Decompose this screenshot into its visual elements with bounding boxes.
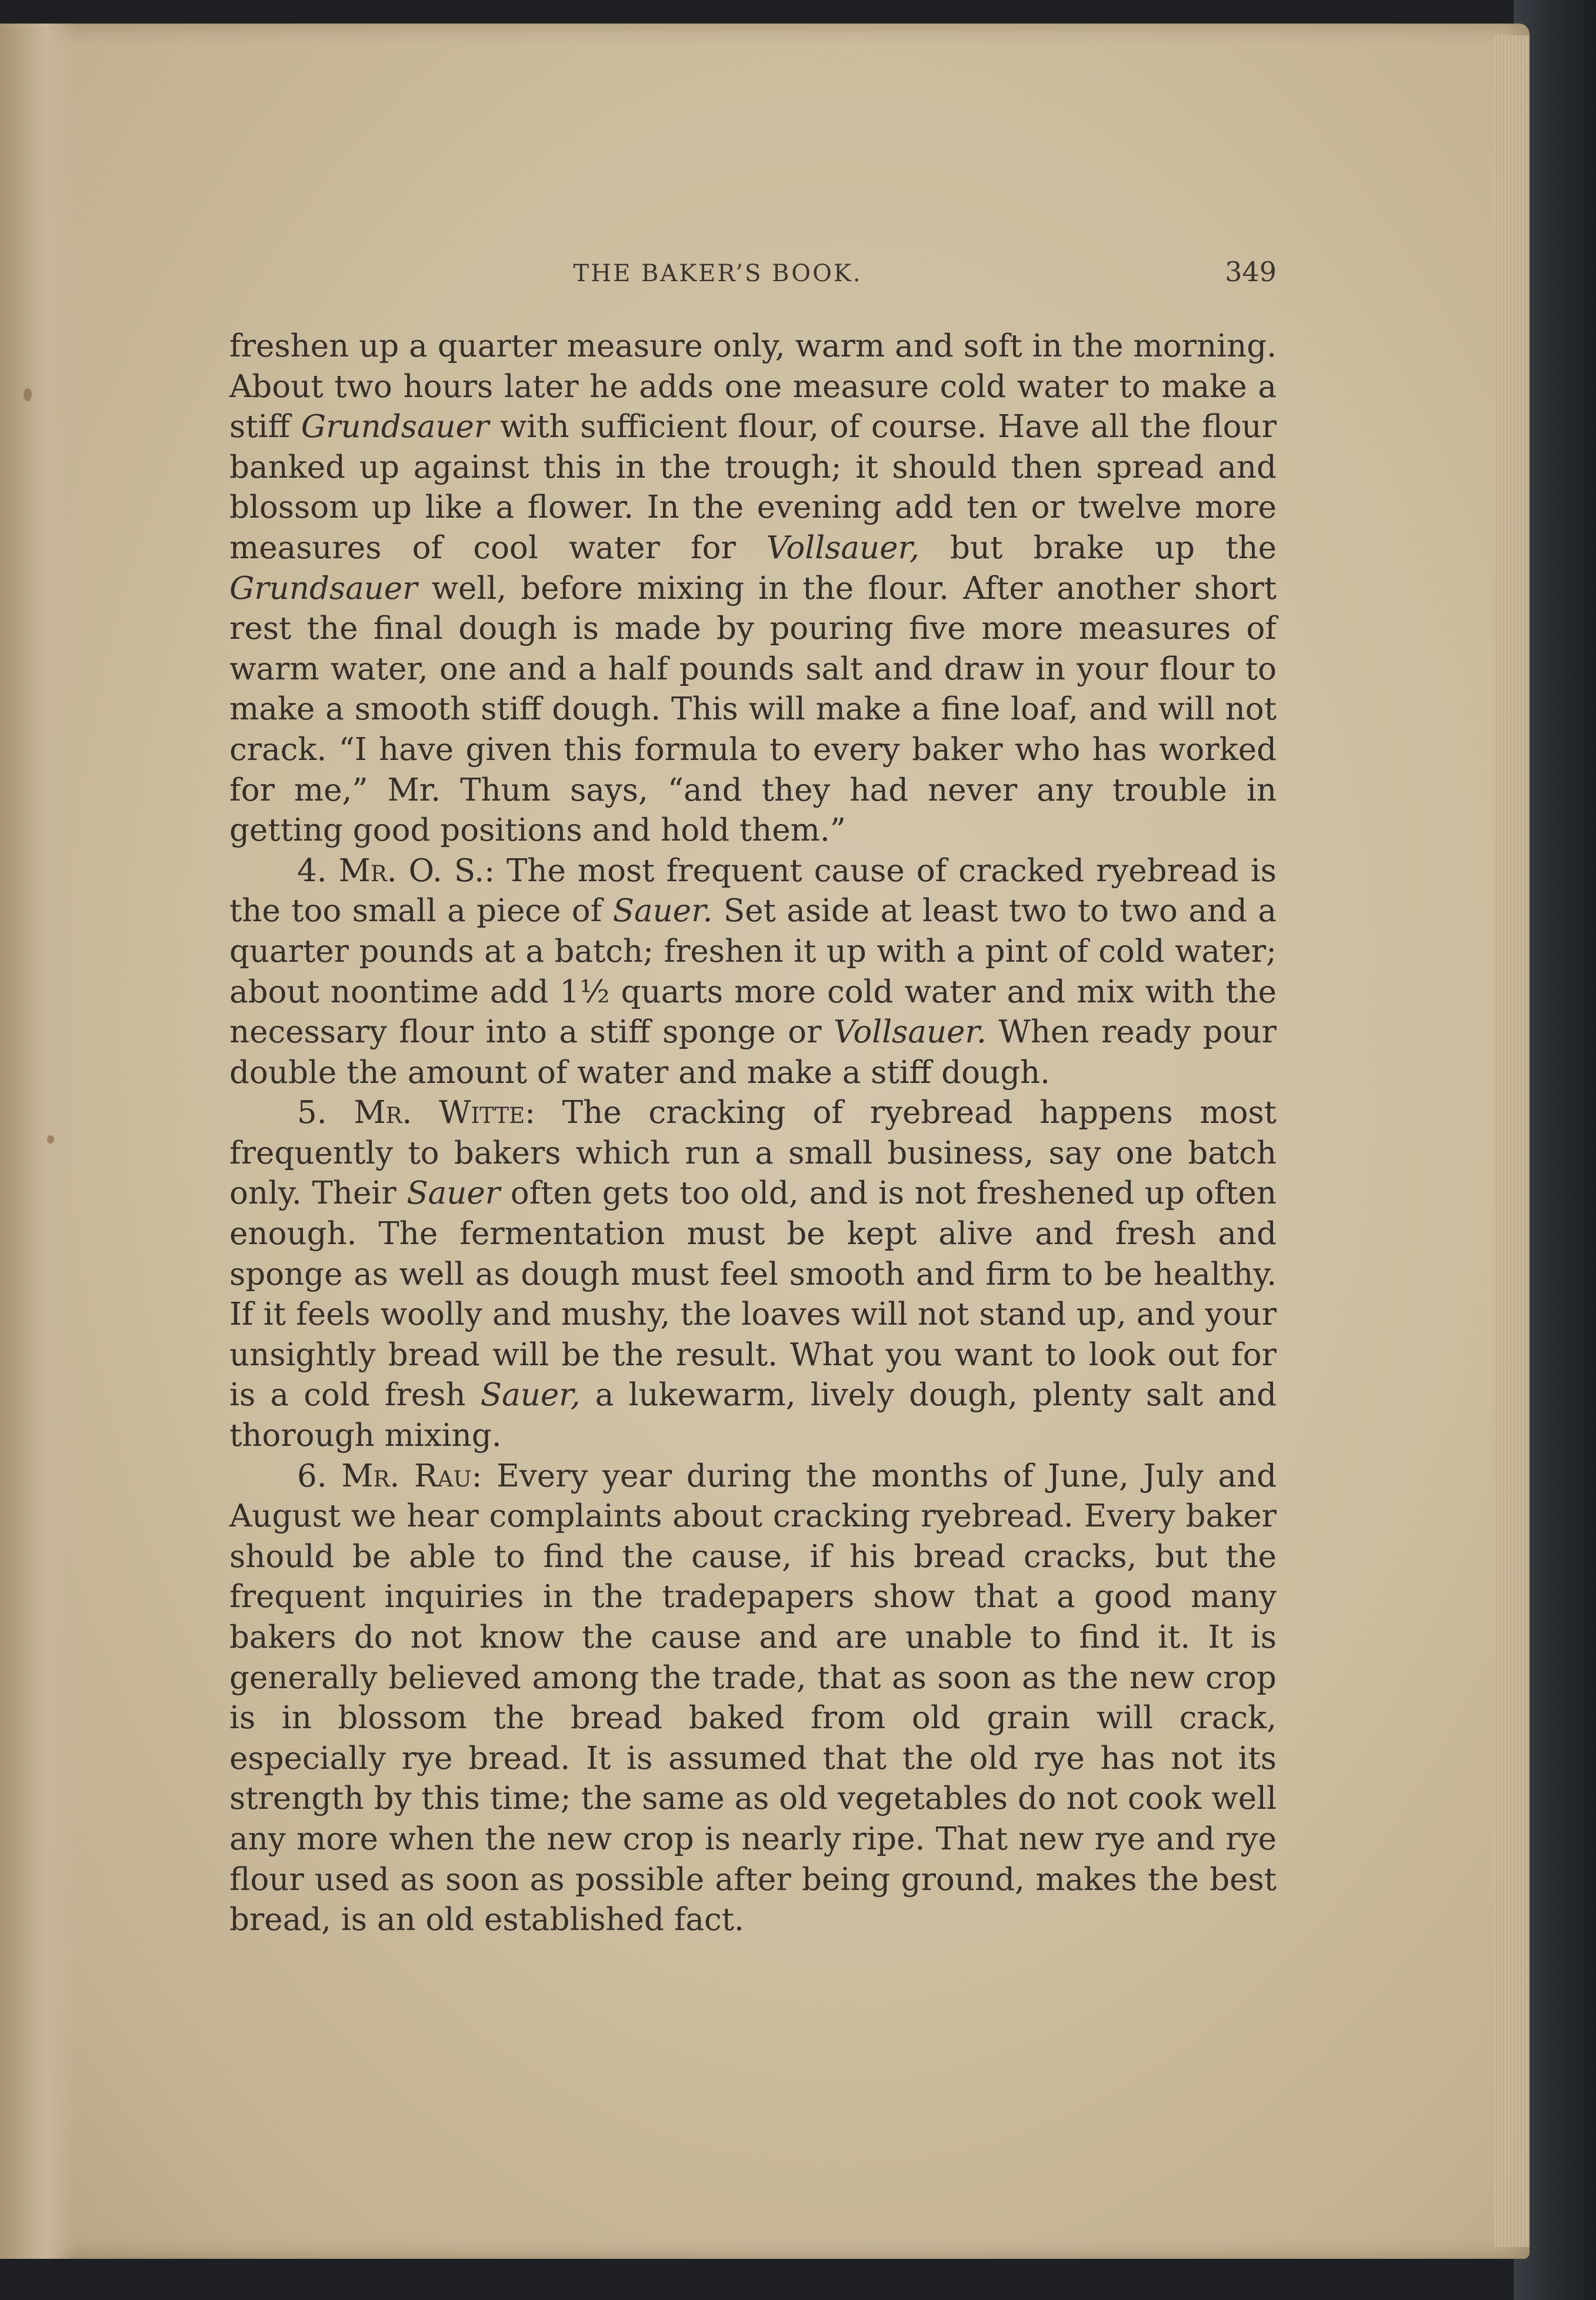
text-run: : The cracking of ryebread happens most frequently to bakers which run a small business, say one batch only. Their	[229, 1095, 1277, 1212]
body-text	[229, 326, 1277, 1941]
speaker-name: Mr. O. S.	[338, 852, 485, 889]
text-run: well, before mixing in the flour. After another short rest the final dough is made by pouring five more measures of warm water, one and a half pounds salt and draw in your flour to make a smooth stiff dough. This will make a fine loaf, and will not crack. “I have given this formula to every baker who has worked for me,” Mr. Thum says, “and they had never any trouble in getting good positions and hold them.”	[229, 570, 1277, 849]
text-run: but brake up the	[919, 529, 1277, 566]
book-page	[0, 24, 1530, 2259]
italic-term: Sauer,	[480, 1377, 581, 1414]
page-number: 349	[1225, 256, 1277, 288]
paragraph-item-5	[229, 1093, 1277, 1456]
item-number: 4.	[297, 852, 327, 889]
italic-term: Grundsauer	[229, 570, 418, 606]
italic-term: Sauer.	[612, 893, 713, 929]
text-run: often gets too old, and is not freshened up often enough. The fermentation must be kept alive and fresh and sponge as well as dough must feel smooth and firm to be healthy. If it feels woolly and mushy, the loaves will not stand up, and your unsightly bread will be the result. What you want to look out for is a cold fresh	[229, 1175, 1277, 1414]
text-run: Set aside at least two to two and a quarter pounds at a batch; freshen it up with a pint of cold water; about noontime add 1½ quarts more cold water and mix with the necessary flour into a stiff sponge or	[229, 893, 1277, 1051]
paragraph-item-6	[229, 1456, 1277, 1941]
running-head	[229, 256, 1277, 303]
speaker-name: Mr. Witte	[354, 1095, 525, 1131]
paragraph-item-4	[229, 851, 1277, 1094]
text-run: with sufficient flour, of course. Have all the flour banked up against this in the trough; it should then spread and blossom up like a flower. In the evening add ten or twelve more measures of cool water for	[229, 409, 1277, 566]
text-run: a lukewarm, lively dough, plenty salt and thorough mixing.	[229, 1377, 1277, 1454]
page-gutter	[0, 24, 76, 2259]
text-run: freshen up a quarter measure only, warm and soft in the morning. About two hours later he adds one measure cold water to make a stiff	[229, 328, 1277, 445]
italic-term: Sauer	[407, 1175, 501, 1212]
italic-term: Vollsauer.	[833, 1014, 987, 1051]
italic-term: Vollsauer,	[766, 529, 919, 566]
foxing-spot	[24, 388, 32, 401]
text-run: When ready pour double the amount of water and make a stiff dough.	[229, 1014, 1277, 1091]
item-number: 5.	[297, 1095, 327, 1131]
foxing-spot	[47, 1135, 54, 1144]
speaker-name: Mr. Rau	[341, 1458, 472, 1494]
page-edge	[1494, 35, 1530, 2247]
text-run: : Every year during the months of June, July and August we hear complaints about cracking ryebread. Every baker should be able to find the cause, if his bread cracks, but the frequent inquiries in the tradepapers show that a good many bakers do not know the cause and are unable to find it. It is generally believed among the trade, that as soon as the new crop is in blossom the bread baked from old grain will crack, especially rye bread. It is assumed that the old rye has not its strength by this time; the same as old vegetables do not cook well any more when the new crop is nearly ripe. That new rye and rye flour used as soon as possible after being ground, makes the best bread, is an old established fact.	[229, 1458, 1277, 1938]
item-number: 6.	[297, 1458, 327, 1494]
italic-term: Grundsauer	[301, 409, 489, 445]
paragraph-continued	[229, 326, 1277, 851]
running-title: THE BAKER’S BOOK.	[573, 260, 862, 287]
text-run: : The most frequent cause of cracked ryebread is the too small a piece of	[229, 852, 1277, 929]
